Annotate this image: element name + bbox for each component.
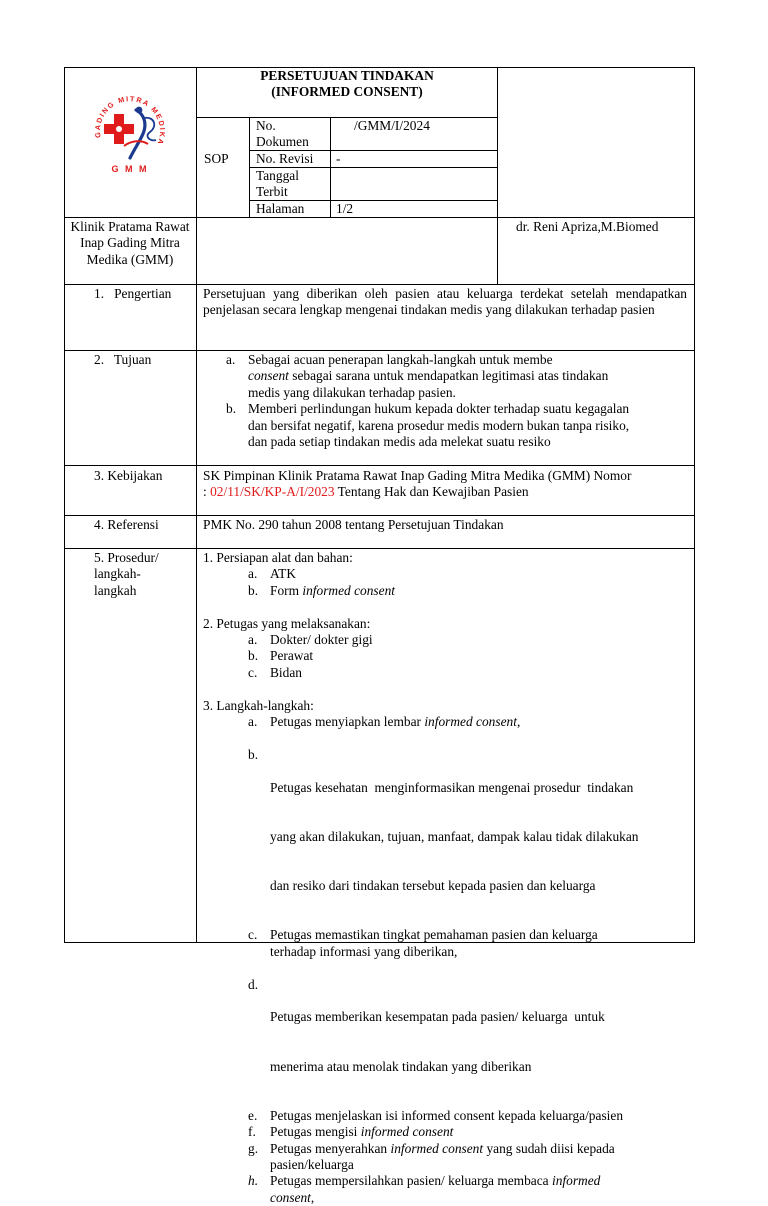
kebijakan-sk-number: 02/11/SK/KP-A/I/2023 bbox=[210, 484, 335, 500]
svg-text:GADING MITRA MEDIKA bbox=[93, 94, 167, 147]
pengertian-label: 1. Pengertian bbox=[94, 286, 172, 301]
tujuan-item-b bbox=[226, 401, 686, 450]
clinic-name: Klinik Pratama Rawat Inap Gading Mitra Medika (GMM) bbox=[70, 219, 190, 267]
doc-no-value: /GMM/I/2024 bbox=[354, 118, 430, 133]
step-d-mark: d. bbox=[248, 976, 259, 992]
step-a bbox=[248, 714, 689, 730]
part2-item bbox=[248, 648, 689, 664]
step-b-line2: yang akan dilakukan, tujuan, manfaat, dampak kalau tidak dilakukan bbox=[270, 828, 639, 844]
step-g-text: Petugas menyerahkan bbox=[270, 1140, 391, 1156]
revision-label: No. Revisi bbox=[256, 151, 314, 166]
part3-list bbox=[248, 714, 689, 1206]
doc-no-label: No. Dokumen bbox=[256, 118, 309, 150]
step-a-end: , bbox=[516, 714, 521, 730]
document-title bbox=[197, 68, 497, 101]
tujuan-item-b-line1: Memberi perlindungan hukum kepada dokter terhadap suatu kegagalan bbox=[248, 401, 630, 417]
step-a-italic: informed consent bbox=[424, 714, 517, 730]
part2-item-text: Dokter/ dokter gigi bbox=[270, 632, 373, 648]
step-g-italic: informed consent bbox=[390, 1140, 484, 1156]
part1-item-mark: a. bbox=[248, 566, 258, 582]
step-f-italic: informed consent bbox=[360, 1124, 454, 1140]
step-c-line2: terhadap informasi yang diberikan, bbox=[270, 943, 458, 959]
tujuan-item-a-line1: Sebagai acuan penerapan langkah-langkah untuk membe bbox=[248, 352, 553, 367]
part2-item-text: Bidan bbox=[270, 664, 302, 680]
prosedur-label-line1: 5. Prosedur/ bbox=[94, 550, 159, 565]
referensi-text: PMK No. 290 tahun 2008 tentang Persetujuan Tindakan bbox=[203, 517, 504, 532]
tujuan-label: 2. Tujuan bbox=[94, 352, 152, 367]
step-b-line1: Petugas kesehatan menginformasikan mengenai prosedur tindakan bbox=[270, 779, 634, 795]
step-h-line2: consent bbox=[270, 1189, 311, 1205]
title-line-1: PERSETUJUAN TINDAKAN bbox=[260, 68, 434, 83]
step-g-line2: pasien/keluarga bbox=[270, 1157, 354, 1172]
step-c-line1: Petugas memastikan tingkat pemahaman pasien dan keluarga bbox=[270, 927, 598, 943]
step-e bbox=[248, 1108, 689, 1124]
clinic-logo bbox=[88, 80, 172, 176]
step-d bbox=[248, 960, 689, 1108]
tujuan-item-b-mark: b. bbox=[226, 401, 237, 417]
sop-label: SOP bbox=[204, 151, 229, 166]
step-d-line2: menerima atau menolak tindakan yang diberikan bbox=[270, 1058, 532, 1074]
part2-item bbox=[248, 665, 689, 681]
step-f bbox=[248, 1124, 689, 1140]
step-a-mark: a. bbox=[248, 714, 258, 730]
step-c-mark: c. bbox=[248, 927, 258, 943]
part2-item-mark: c. bbox=[248, 664, 258, 680]
step-f-mark: f. bbox=[248, 1124, 256, 1140]
title-line-2: (INFORMED CONSENT) bbox=[271, 84, 423, 100]
kebijakan-label: 3. Kebijakan bbox=[94, 468, 163, 483]
part1-title: 1. Persiapan alat dan bahan: bbox=[203, 550, 353, 565]
part1-item-text: ATK bbox=[270, 566, 297, 582]
tujuan-list bbox=[226, 352, 686, 450]
pengertian-text: Persetujuan yang diberikan oleh pasien atau keluarga terdekat setelah mendapatkan penjelasan secara lengkap mengenai tindakan medis yang dilakukan terhadap pasien bbox=[203, 286, 687, 318]
part2-list bbox=[248, 632, 689, 681]
page-label: Halaman bbox=[256, 201, 305, 216]
step-b-line3: dan resiko dari tindakan tersebut kepada pasien dan keluarga bbox=[270, 878, 596, 894]
step-e-mark: e. bbox=[248, 1107, 258, 1123]
step-h-mark: h. bbox=[248, 1173, 259, 1189]
logo-abbrev: G M M bbox=[111, 164, 149, 174]
kebijakan-suffix: Tentang Hak dan Kewajiban Pasien bbox=[334, 484, 529, 500]
part1-item bbox=[248, 583, 689, 599]
step-g-mark: g. bbox=[248, 1140, 259, 1156]
step-d-line1: Petugas memberikan kesempatan pada pasien/ keluarga untuk bbox=[270, 1009, 605, 1025]
tujuan-item-b-line2: dan bersifat negatif, karena prosedur medis modern bukan tanpa risiko, bbox=[248, 417, 630, 433]
part1-list bbox=[248, 566, 689, 599]
referensi-label: 4. Referensi bbox=[94, 517, 159, 532]
tujuan-item-a-line3: medis yang dilakukan terhadap pasien. bbox=[248, 384, 456, 400]
tujuan-item-a-mark: a. bbox=[226, 352, 236, 367]
part2-item-mark: b. bbox=[248, 648, 259, 664]
part1-item-italic: informed consent bbox=[302, 582, 395, 598]
revision-value: - bbox=[336, 151, 341, 166]
part2-item-text: Perawat bbox=[270, 648, 314, 664]
kebijakan-line1: SK Pimpinan Klinik Pratama Rawat Inap Gading Mitra Medika (GMM) Nomor bbox=[203, 468, 632, 483]
step-a-text: Petugas menyiapkan lembar bbox=[270, 714, 425, 730]
part2-item-mark: a. bbox=[248, 632, 258, 648]
step-f-text: Petugas mengisi bbox=[270, 1124, 361, 1140]
step-c bbox=[248, 927, 689, 960]
tujuan-item-a-line2: sebagai sarana untuk mendapatkan legitimasi atas tindakan bbox=[288, 368, 609, 384]
step-b-mark: b. bbox=[248, 746, 259, 762]
part3-title: 3. Langkah-langkah: bbox=[203, 697, 314, 713]
prosedur-label-line2: langkah- bbox=[94, 566, 141, 582]
step-g-end: yang sudah diisi kepada bbox=[483, 1140, 615, 1156]
step-g bbox=[248, 1141, 689, 1174]
kebijakan-text bbox=[203, 468, 631, 501]
tujuan-item-b-line3: dan pada setiap tindakan medis ada melekat suatu resiko bbox=[248, 434, 551, 450]
step-h-text: Petugas mempersilahkan pasien/ keluarga membaca bbox=[270, 1173, 552, 1189]
step-e-text: Petugas menjelaskan isi informed consent kepada keluarga/pasien bbox=[270, 1107, 624, 1123]
prosedur-label-line3: langkah bbox=[94, 582, 137, 598]
tujuan-item-a bbox=[226, 352, 686, 401]
page-value: 1/2 bbox=[336, 201, 354, 216]
part1-item-text: Form bbox=[270, 582, 303, 598]
signatory: dr. Reni Apriza,M.Biomed bbox=[516, 219, 659, 234]
step-h bbox=[248, 1173, 689, 1206]
part2-title: 2. Petugas yang melaksanakan: bbox=[203, 615, 371, 631]
issue-date-label: Tanggal Terbit bbox=[256, 168, 299, 200]
part1-item-mark: b. bbox=[248, 582, 259, 598]
step-h-end: , bbox=[310, 1189, 315, 1205]
prosedur-label bbox=[94, 550, 159, 599]
kebijakan-prefix: : bbox=[203, 484, 211, 500]
prosedur-content bbox=[203, 550, 689, 1206]
step-b bbox=[248, 730, 689, 927]
tujuan-item-a-italic: consent bbox=[248, 368, 289, 384]
step-h-italic: informed bbox=[551, 1173, 601, 1189]
part2-item bbox=[248, 632, 689, 648]
logo-arc-text: GADING MITRA MEDIKA bbox=[92, 94, 168, 148]
part1-item bbox=[248, 566, 689, 582]
